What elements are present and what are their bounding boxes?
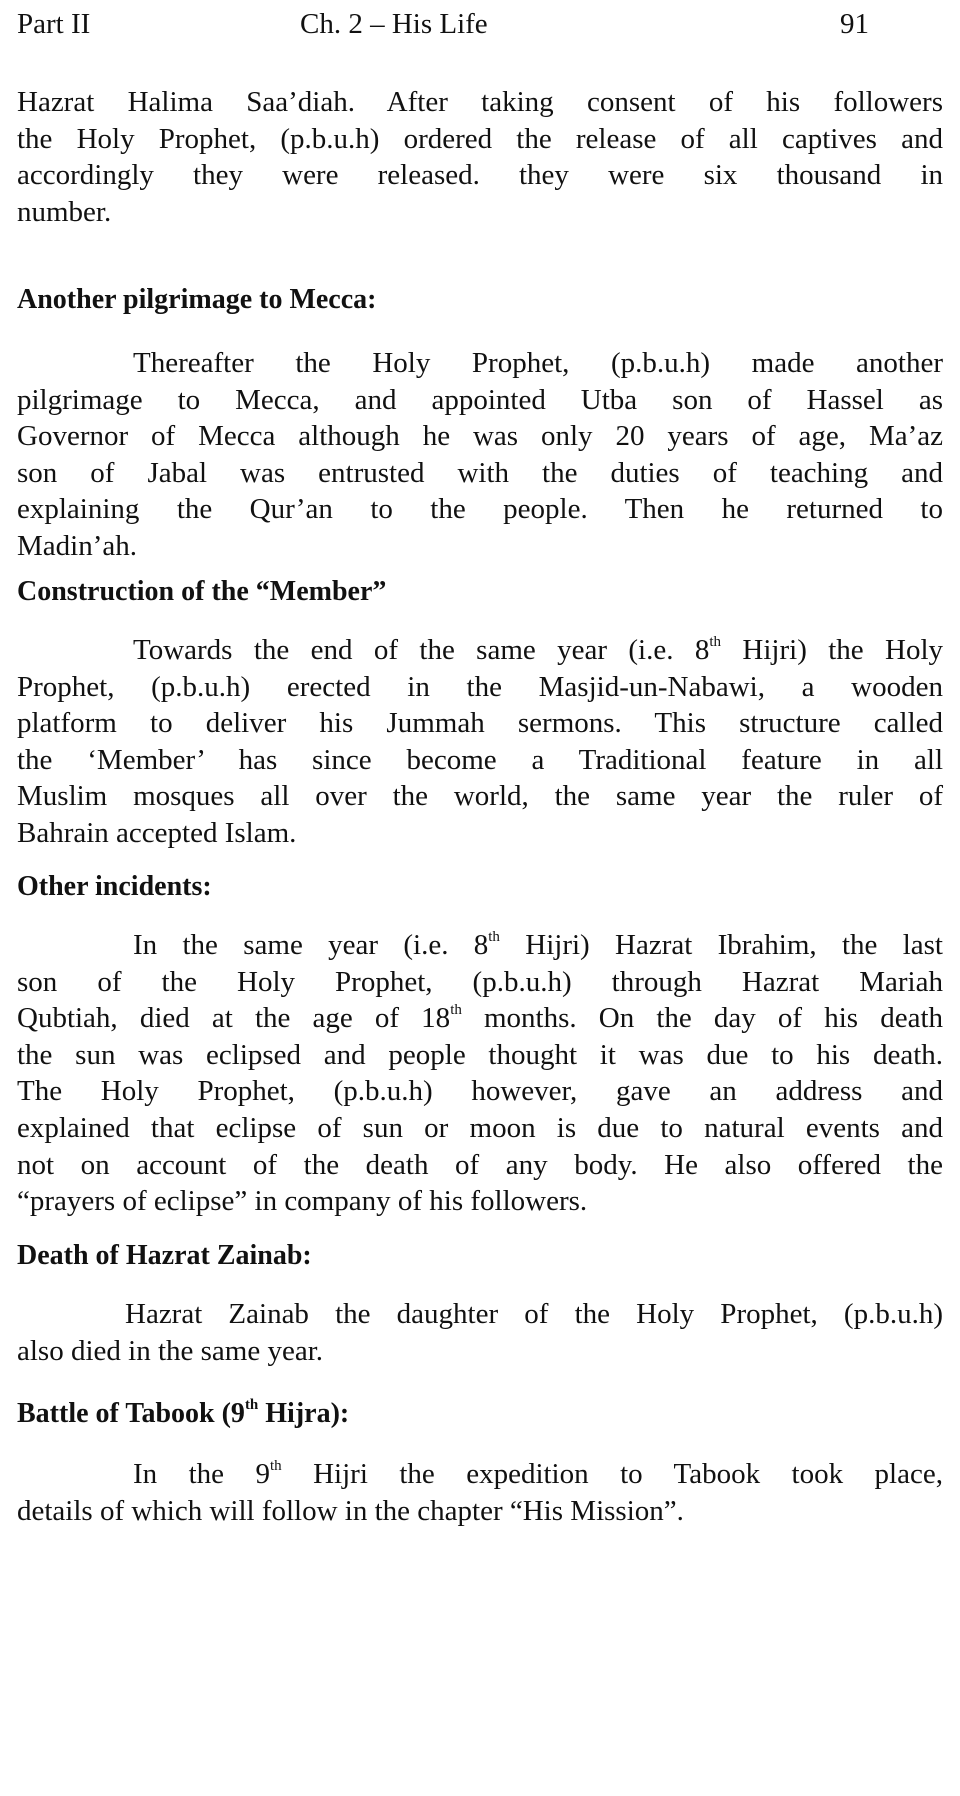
paragraph-line: pilgrimage to Mecca, and appointed Utba son of Hassel as <box>17 383 943 416</box>
paragraph-line: In the same year (i.e. 8th Hijri) Hazrat Ibrahim, the last <box>133 929 943 961</box>
paragraph-line: explaining the Qur’an to the people. Then he returned to <box>17 493 943 526</box>
page-number: 91 <box>840 8 869 40</box>
superscript: th <box>709 634 722 650</box>
paragraph-line: In the 9th Hijri the expedition to Tabook took place, <box>133 1458 943 1490</box>
paragraph-line: Prophet, (p.b.u.h) erected in the Masjid-un-Nabawi, a wooden <box>17 670 943 703</box>
paragraph-line: The Holy Prophet, (p.b.u.h) however, gave an address and <box>17 1075 943 1108</box>
section-heading: Battle of Tabook (9th Hijra): <box>17 1397 350 1429</box>
paragraph-line: Qubtiah, died at the age of 18th months. On the day of his death <box>17 1002 943 1035</box>
paragraph-line: Thereafter the Holy Prophet, (p.b.u.h) made another <box>133 347 943 379</box>
section-heading: Another pilgrimage to Mecca: <box>17 284 377 315</box>
paragraph-line: son of Jabal was entrusted with the duties of teaching and <box>17 456 943 489</box>
paragraph-line: explained that eclipse of sun or moon is due to natural events and <box>17 1112 943 1144</box>
paragraph-line: Towards the end of the same year (i.e. 8th Hijri) the Holy <box>133 634 944 666</box>
paragraph-line: the ‘Member’ has since become a Traditional feature in all <box>17 743 943 776</box>
section-heading: Death of Hazrat Zainab: <box>17 1240 312 1271</box>
superscript: th <box>450 1002 462 1019</box>
paragraph-line: Muslim mosques all over the world, the same year the ruler of <box>17 780 943 813</box>
paragraph-line: the Holy Prophet, (p.b.u.h) ordered the release of all captives and <box>17 122 943 155</box>
superscript: th <box>488 929 500 945</box>
paragraph-line: Bahrain accepted Islam. <box>17 817 297 849</box>
paragraph-line: number. <box>17 195 112 228</box>
paragraph-line: platform to deliver his Jummah sermons. This structure called <box>17 707 943 740</box>
paragraph-line: the sun was eclipsed and people thought it was due to his death. <box>17 1038 943 1071</box>
paragraph-line: “prayers of eclipse” in company of his followers. <box>17 1185 588 1218</box>
paragraph-line: Madin’ah. <box>17 530 137 562</box>
paragraph-line: details of which will follow in the chapter “His Mission”. <box>17 1494 684 1527</box>
paragraph-line: Hazrat Halima Saa’diah. After taking consent of his followers <box>17 86 943 118</box>
paragraph-line: also died in the same year. <box>17 1334 324 1367</box>
section-heading: Other incidents: <box>17 871 212 902</box>
paragraph-line: son of the Holy Prophet, (p.b.u.h) through Hazrat Mariah <box>17 965 943 998</box>
running-header-chapter: Ch. 2 – His Life <box>300 8 488 40</box>
section-heading: Construction of the “Member” <box>17 576 387 607</box>
paragraph-line: Hazrat Zainab the daughter of the Holy Prophet, (p.b.u.h) <box>125 1298 943 1330</box>
paragraph-line: Governor of Mecca although he was only 20 years of age, Ma’az <box>17 420 943 453</box>
superscript: th <box>244 1397 259 1413</box>
superscript: th <box>269 1458 282 1474</box>
running-header-part: Part II <box>17 8 91 40</box>
paragraph-line: accordingly they were released. they were six thousand in <box>17 159 943 192</box>
paragraph-line: not on account of the death of any body. He also offered the <box>17 1148 943 1181</box>
